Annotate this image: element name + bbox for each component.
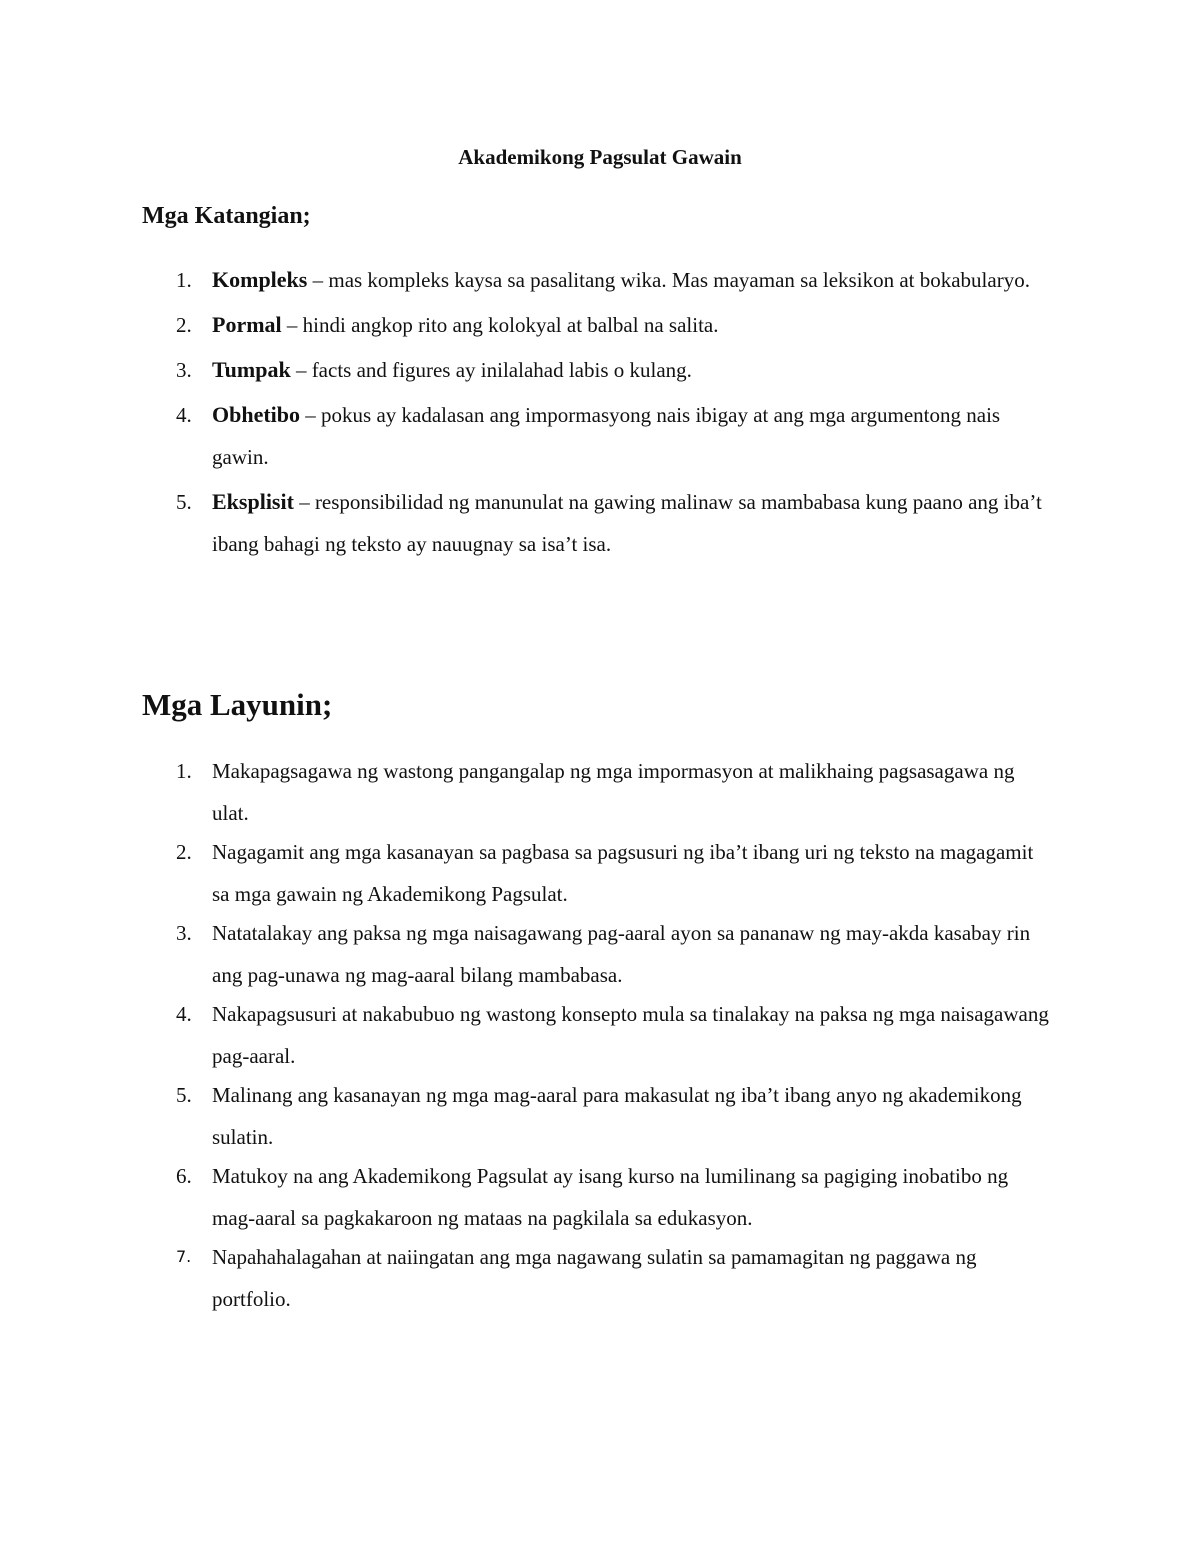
item-number: 7. (176, 1247, 192, 1266)
item-term: Eksplisit (212, 489, 294, 514)
list-item (0, 259, 1052, 301)
item-number: 5. (176, 1083, 192, 1107)
item-text: Matukoy na ang Akademikong Pagsulat ay isang kurso na lumilinang sa pagiging inobatibo ng mag-aaral sa pagkakaroon ng mataas na pagkilala sa edukasyon. (212, 1164, 1009, 1230)
item-number: 4. (176, 403, 192, 427)
list-item (0, 304, 1052, 346)
item-text: Natatalakay ang paksa ng mga naisagawang pag-aaral ayon sa pananaw ng may-akda kasabay rin ang pag-unawa ng mag-aaral bilang mambabasa. (212, 921, 1031, 987)
item-number: 2. (176, 840, 192, 864)
item-number: 2. (176, 313, 192, 337)
item-number: 5. (176, 490, 192, 514)
item-term: Pormal (212, 312, 282, 337)
list-item (0, 750, 1052, 834)
characteristics-list (0, 259, 1200, 568)
objectives-heading: Mga Layunin; (142, 687, 333, 722)
objectives-list (0, 750, 1200, 1317)
item-text: Napahahalagahan at naiingatan ang mga nagawang sulatin sa pamamagitan ng paggawa ng portfolio. (212, 1245, 977, 1311)
item-term: Tumpak (212, 357, 291, 382)
item-number: 1. (176, 759, 192, 783)
list-item (0, 481, 1052, 565)
item-text: Makapagsagawa ng wastong pangangalap ng mga impormasyon at malikhaing pagsasagawa ng ulat. (212, 759, 1015, 825)
characteristics-heading: Mga Katangian; (142, 203, 311, 229)
document-title: Akademikong Pagsulat Gawain (458, 145, 742, 169)
item-number: 6. (176, 1164, 192, 1188)
item-text: – responsibilidad ng manunulat na gawing malinaw sa mambabasa kung paano ang iba’t ibang bahagi ng teksto ay nauugnay sa isa’t isa. (212, 490, 1042, 556)
item-text: – hindi angkop rito ang kolokyal at balbal na salita. (281, 313, 719, 337)
list-item (0, 993, 1052, 1077)
item-text: – pokus ay kadalasan ang impormasyong nais ibigay at ang mga argumentong nais gawin. (212, 403, 1001, 469)
item-number: 3. (176, 358, 192, 382)
item-text: Nagagamit ang mga kasanayan sa pagbasa sa pagsusuri ng iba’t ibang uri ng teksto na magagamit sa mga gawain ng Akademikong Pagsulat. (212, 840, 1034, 906)
item-text: Nakapagsusuri at nakabubuo ng wastong konsepto mula sa tinalakay na paksa ng mga naisagawang pag-aaral. (212, 1002, 1049, 1068)
item-text: – facts and figures ay inilalahad labis o kulang. (290, 358, 692, 382)
item-number: 3. (176, 921, 192, 945)
list-item (0, 1236, 1052, 1320)
list-item (0, 394, 1052, 478)
list-item (0, 912, 1052, 996)
item-text: – mas kompleks kaysa sa pasalitang wika. Mas mayaman sa leksikon at bokabularyo. (307, 268, 1030, 292)
list-item (0, 349, 1052, 391)
item-text: Malinang ang kasanayan ng mga mag-aaral para makasulat ng iba’t ibang anyo ng akademikong sulatin. (212, 1083, 1022, 1149)
list-item (0, 1074, 1052, 1158)
list-item (0, 831, 1052, 915)
item-term: Obhetibo (212, 402, 301, 427)
item-number: 1. (176, 268, 192, 292)
list-item (0, 1155, 1052, 1239)
item-term: Kompleks (212, 267, 308, 292)
item-number: 4. (176, 1002, 192, 1026)
